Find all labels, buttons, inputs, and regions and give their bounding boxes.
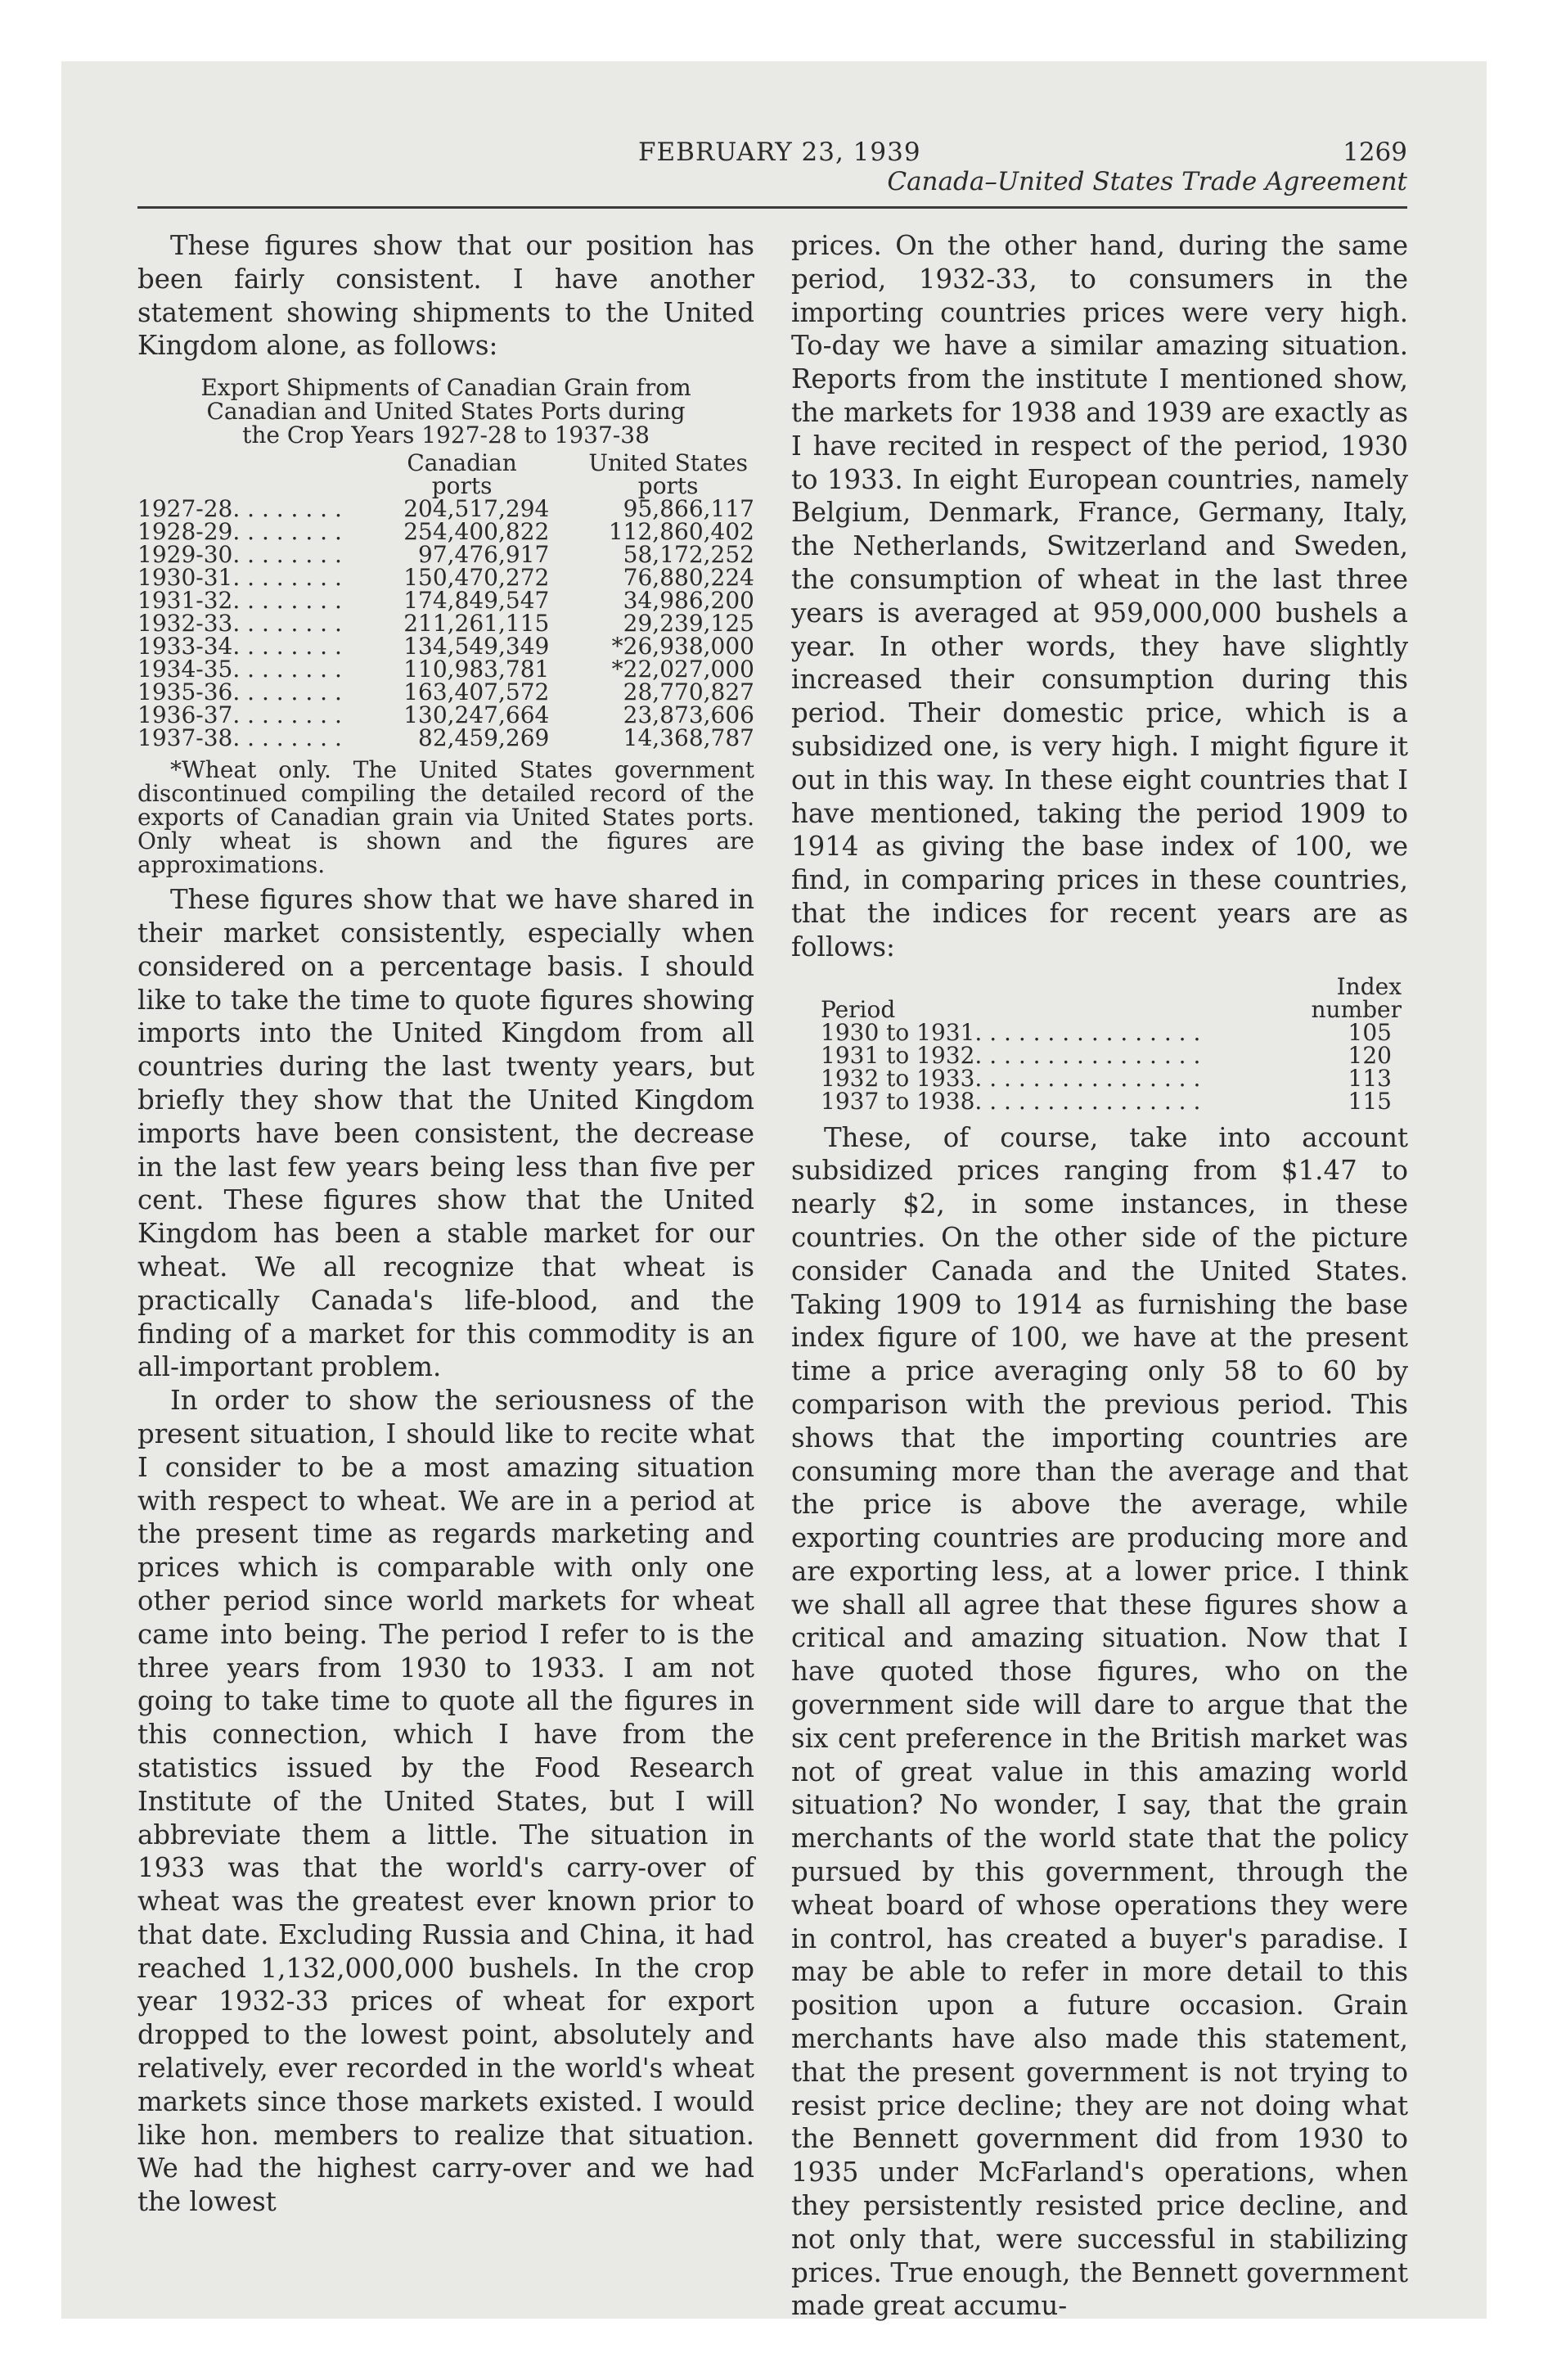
- canadian-ports-cell: 110,983,781: [403, 656, 550, 683]
- canadian-ports-cell: 254,400,822: [403, 518, 550, 546]
- paragraph: These figures show that our position has been fairly consistent. I have another statement showing shipments to the United Kingdom alone, as follows:: [137, 230, 754, 362]
- table-row: [137, 543, 754, 566]
- canadian-ports-cell: 82,459,269: [418, 724, 550, 752]
- index-cell: 105: [1348, 1018, 1392, 1046]
- index-cell: 120: [1348, 1041, 1392, 1069]
- canadian-ports-cell: 130,247,664: [403, 701, 550, 729]
- paragraph: In order to show the seriousness of the present situation, I should like to recite what I consider to be a most amazing situation with respect to wheat. We are in a period at the present time as regards marketing and prices which is comparable with only one other period since world markets for wheat came into being. The period I refer to is the three years from 1930 to 1933. I am not going to take time to quote all the figures in this connection, which I have from the statistics issued by the Food Research Institute of the United States, but I will abbreviate them a little. The situation in 1933 was that the world's carry-over of wheat was the greatest ever known prior to that date. Excluding Russia and China, it had reached 1,132,000,000 bushels. In the crop year 1932-33 prices of wheat for export dropped to the lowest point, absolutely and relatively, ever recorded in the world's wheat markets since those markets existed. I would like hon. members to realize that situation. We had the highest carry-over and we had the lowest: [137, 1385, 754, 2218]
- table-row: [137, 521, 754, 543]
- year-cell: 1934-35. . . . . . . .: [137, 656, 342, 683]
- index-cell: 115: [1348, 1087, 1392, 1115]
- table-row: [791, 1067, 1408, 1090]
- left-column: [137, 229, 754, 2219]
- us-ports-header: United States ports: [588, 449, 748, 500]
- canadian-ports-cell: 204,517,294: [403, 495, 550, 523]
- paragraph: prices. On the other hand, during the same period, 1932-33, to consumers in the importing countries prices were very high. To-day we have a similar amazing situation. Reports from the institute I mentioned show, the markets for 1938 and 1939 are exactly as I have recited in respect of the period, 1930 to 1933. In eight European countries, namely Belgium, Denmark, France, Germany, Italy, the Netherlands, Switzerland and Sweden, the consumption of wheat in the last three years is averaged at 959,000,000 bushels a year. In other words, they have slightly increased their consumption during this period. Their domestic price, which is a subsidized one, is very high. I might figure it out in this way. In these eight countries that I have mentioned, taking the period 1909 to 1914 as giving the base index of 100, we find, in comparing prices in these countries, that the indices for recent years are as follows:: [791, 230, 1408, 962]
- table-row: [137, 498, 754, 521]
- table-header-spacer: [137, 452, 342, 498]
- price-index-table: [791, 972, 1408, 1115]
- table-row: [137, 704, 754, 727]
- table-title-line: Export Shipments of Canadian Grain from: [200, 374, 691, 402]
- table-row: [791, 1044, 1408, 1067]
- us-ports-cell: 58,172,252: [623, 541, 754, 569]
- canadian-ports-cell: 97,476,917: [418, 541, 550, 569]
- year-cell: 1932-33. . . . . . . .: [137, 610, 342, 638]
- canadian-ports-cell: 211,261,115: [403, 610, 550, 638]
- table-title-line: Canadian and United States Ports during: [206, 398, 686, 426]
- year-cell: 1930-31. . . . . . . .: [137, 564, 342, 592]
- us-ports-cell: *26,938,000: [611, 633, 754, 660]
- table-row: [137, 681, 754, 704]
- export-shipments-table: [137, 449, 754, 752]
- us-ports-cell: 29,239,125: [623, 610, 754, 638]
- us-ports-cell: *22,027,000: [611, 656, 754, 683]
- us-ports-cell: 28,770,827: [623, 678, 754, 706]
- canadian-ports-cell: 163,407,572: [403, 678, 550, 706]
- page-number: 1269: [1343, 137, 1407, 167]
- table-row: [137, 589, 754, 612]
- us-ports-cell: 112,860,402: [608, 518, 754, 546]
- table-footnote: *Wheat only. The United States government discontinued compiling the detailed record of the exports of Canadian grain via United States ports. Only wheat is shown and the figures are approximations.: [137, 756, 754, 879]
- right-column: [791, 229, 1408, 2323]
- period-header: Period: [821, 995, 896, 1023]
- year-cell: 1927-28. . . . . . . .: [137, 495, 342, 523]
- year-cell: 1928-29. . . . . . . .: [137, 518, 342, 546]
- year-cell: 1933-34. . . . . . . .: [137, 633, 342, 660]
- year-cell: 1931-32. . . . . . . .: [137, 587, 342, 615]
- table-row: [791, 1021, 1408, 1044]
- period-cell: 1931 to 1932. . . . . . . . . . . . . . . .: [821, 1041, 1201, 1069]
- year-cell: 1936-37. . . . . . . .: [137, 701, 342, 729]
- us-ports-cell: 95,866,117: [623, 495, 754, 523]
- table-row: [137, 612, 754, 635]
- period-cell: 1930 to 1931. . . . . . . . . . . . . . . .: [821, 1018, 1201, 1046]
- canadian-ports-header: Canadian ports: [407, 449, 517, 500]
- header-subtitle: Canada–United States Trade Agreement: [887, 167, 1407, 196]
- table-row: [137, 635, 754, 658]
- index-number-header: Index number: [1311, 972, 1402, 1023]
- us-ports-cell: 14,368,787: [623, 724, 754, 752]
- canadian-ports-cell: 174,849,547: [403, 587, 550, 615]
- header-date: FEBRUARY 23, 1939: [638, 137, 921, 167]
- table-row: [137, 566, 754, 589]
- canadian-ports-cell: 150,470,272: [403, 564, 550, 592]
- period-cell: 1937 to 1938. . . . . . . . . . . . . . . .: [821, 1087, 1201, 1115]
- paragraph: These figures show that we have shared in their market consistently, especially when considered on a percentage basis. I should like to take the time to quote figures showing imports into the United Kingdom from all countries during the last twenty years, but briefly they show that the United Kingdom imports have been consistent, the decrease in the last few years being less than five per cent. These figures show that the United Kingdom has been a stable market for our wheat. We all recognize that wheat is practically Canada's life-blood, and the finding of a market for this commodity is an all-important problem.: [137, 884, 754, 1383]
- us-ports-cell: 76,880,224: [623, 564, 754, 592]
- period-cell: 1932 to 1933. . . . . . . . . . . . . . . .: [821, 1064, 1201, 1092]
- table-row: [137, 727, 754, 750]
- table-row: [137, 658, 754, 681]
- table-title-line: the Crop Years 1927-28 to 1937-38: [242, 421, 650, 449]
- canadian-ports-cell: 134,549,349: [403, 633, 550, 660]
- header-rule: [137, 206, 1407, 209]
- index-cell: 113: [1348, 1064, 1392, 1092]
- year-cell: 1929-30. . . . . . . .: [137, 541, 342, 569]
- table-row: [791, 1090, 1408, 1113]
- year-cell: 1937-38. . . . . . . .: [137, 724, 342, 752]
- us-ports-cell: 34,986,200: [623, 587, 754, 615]
- us-ports-cell: 23,873,606: [623, 701, 754, 729]
- table-title: [137, 376, 754, 447]
- paragraph: These, of course, take into account subsidized prices ranging from $1.47 to nearly $2, in some instances, in these countries. On the other side of the picture consider Canada and the United States. Taking 1909 to 1914 as furnishing the base index figure of 100, we have at the present time a price averaging only 58 to 60 by comparison with the previous period. This shows that the importing countries are consuming more than the average and that the price is above the average, while exporting countries are producing more and are exporting less, at a lower price. I think we shall all agree that these figures show a critical and amazing situation. Now that I have quoted those figures, who on the government side will dare to argue that the six cent preference in the British market was not of great value in this amazing world situation? No wonder, I say, that the grain merchants of the world state that the policy pursued by this government, through the wheat board of whose operations they were in control, has created a buyer's paradise. I may be able to refer in more detail to this position upon a future occasion. Grain merchants have also made this statement, that the present government is not trying to resist price decline; they are not doing what the Bennett government did from 1930 to 1935 under McFarland's operations, when they persistently resisted price decline, and not only that, were successful in stabilizing prices. True enough, the Bennett government made great accumu-: [791, 1121, 1408, 2322]
- year-cell: 1935-36. . . . . . . .: [137, 678, 342, 706]
